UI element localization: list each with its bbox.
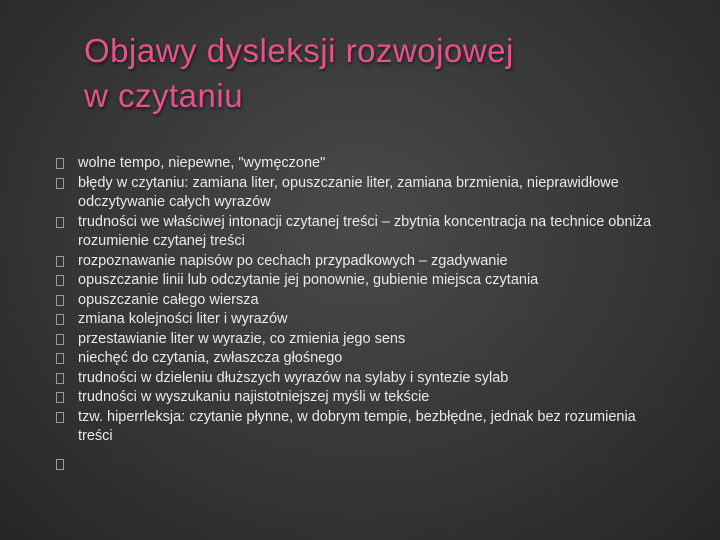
list-item xyxy=(56,174,656,213)
bullet-text: wolne tempo, niepewne, "wymęczone" xyxy=(78,155,326,171)
bullet-text: przestawianie liter w wyrazie, co zmienia jego sens xyxy=(78,330,406,347)
bullet-text: trudności w wyszukaniu najistotniejszej myśli w tekście xyxy=(78,389,430,405)
bullet-text: błędy w czytaniu: zamiana liter, opuszczanie liter, zamiana brzmienia, nieprawidłowe odczytywanie całych wyrazów xyxy=(78,174,619,210)
list-item xyxy=(56,271,656,291)
bullet-text: tzw. hiperrleksja: czytanie płynne, w dobrym tempie, bezbłędne, jednak bez rozumienia treści xyxy=(78,408,636,444)
list-item xyxy=(56,388,656,408)
bullet-text: opuszczanie linii lub odczytanie jej ponownie, gubienie miejsca czytania xyxy=(78,272,539,288)
list-item xyxy=(56,213,656,252)
square-bullet-icon xyxy=(56,217,64,228)
title-line-1: Objawy dysleksji rozwojowej xyxy=(84,32,514,69)
bullet-text: trudności we właściwej intonacji czytanej treści – zbytnia koncentracja na technice obniża rozumienie czytanej treści xyxy=(78,213,652,249)
slide-title xyxy=(84,28,684,118)
bullet-text: niechęć do czytania, zwłaszcza głośnego xyxy=(78,350,343,366)
list-item xyxy=(56,369,656,389)
list-item xyxy=(56,154,656,174)
title-line-2: w czytaniu xyxy=(84,77,244,114)
list-item xyxy=(56,252,656,272)
bullet-list xyxy=(56,154,656,474)
bullet-text: rozpoznawanie napisów po cechach przypadkowych – zgadywanie xyxy=(78,252,508,269)
bullet-text: trudności w dzieleniu dłuższych wyrazów na sylaby i syntezie sylab xyxy=(78,369,509,386)
square-bullet-icon xyxy=(56,256,64,267)
square-bullet-icon xyxy=(56,275,64,286)
square-bullet-icon xyxy=(56,392,64,403)
square-bullet-icon xyxy=(56,459,64,470)
list-item-empty xyxy=(56,455,656,475)
list-item xyxy=(56,291,656,311)
list-item xyxy=(56,349,656,369)
list-item xyxy=(56,330,656,350)
square-bullet-icon xyxy=(56,412,64,423)
square-bullet-icon xyxy=(56,295,64,306)
bullet-text: zmiana kolejności liter i wyrazów xyxy=(78,311,288,327)
square-bullet-icon xyxy=(56,334,64,345)
square-bullet-icon xyxy=(56,178,64,189)
square-bullet-icon xyxy=(56,373,64,384)
bullet-text: opuszczanie całego wiersza xyxy=(78,291,259,308)
list-item xyxy=(56,408,656,447)
list-item xyxy=(56,310,656,330)
square-bullet-icon xyxy=(56,314,64,325)
square-bullet-icon xyxy=(56,158,64,169)
square-bullet-icon xyxy=(56,353,64,364)
